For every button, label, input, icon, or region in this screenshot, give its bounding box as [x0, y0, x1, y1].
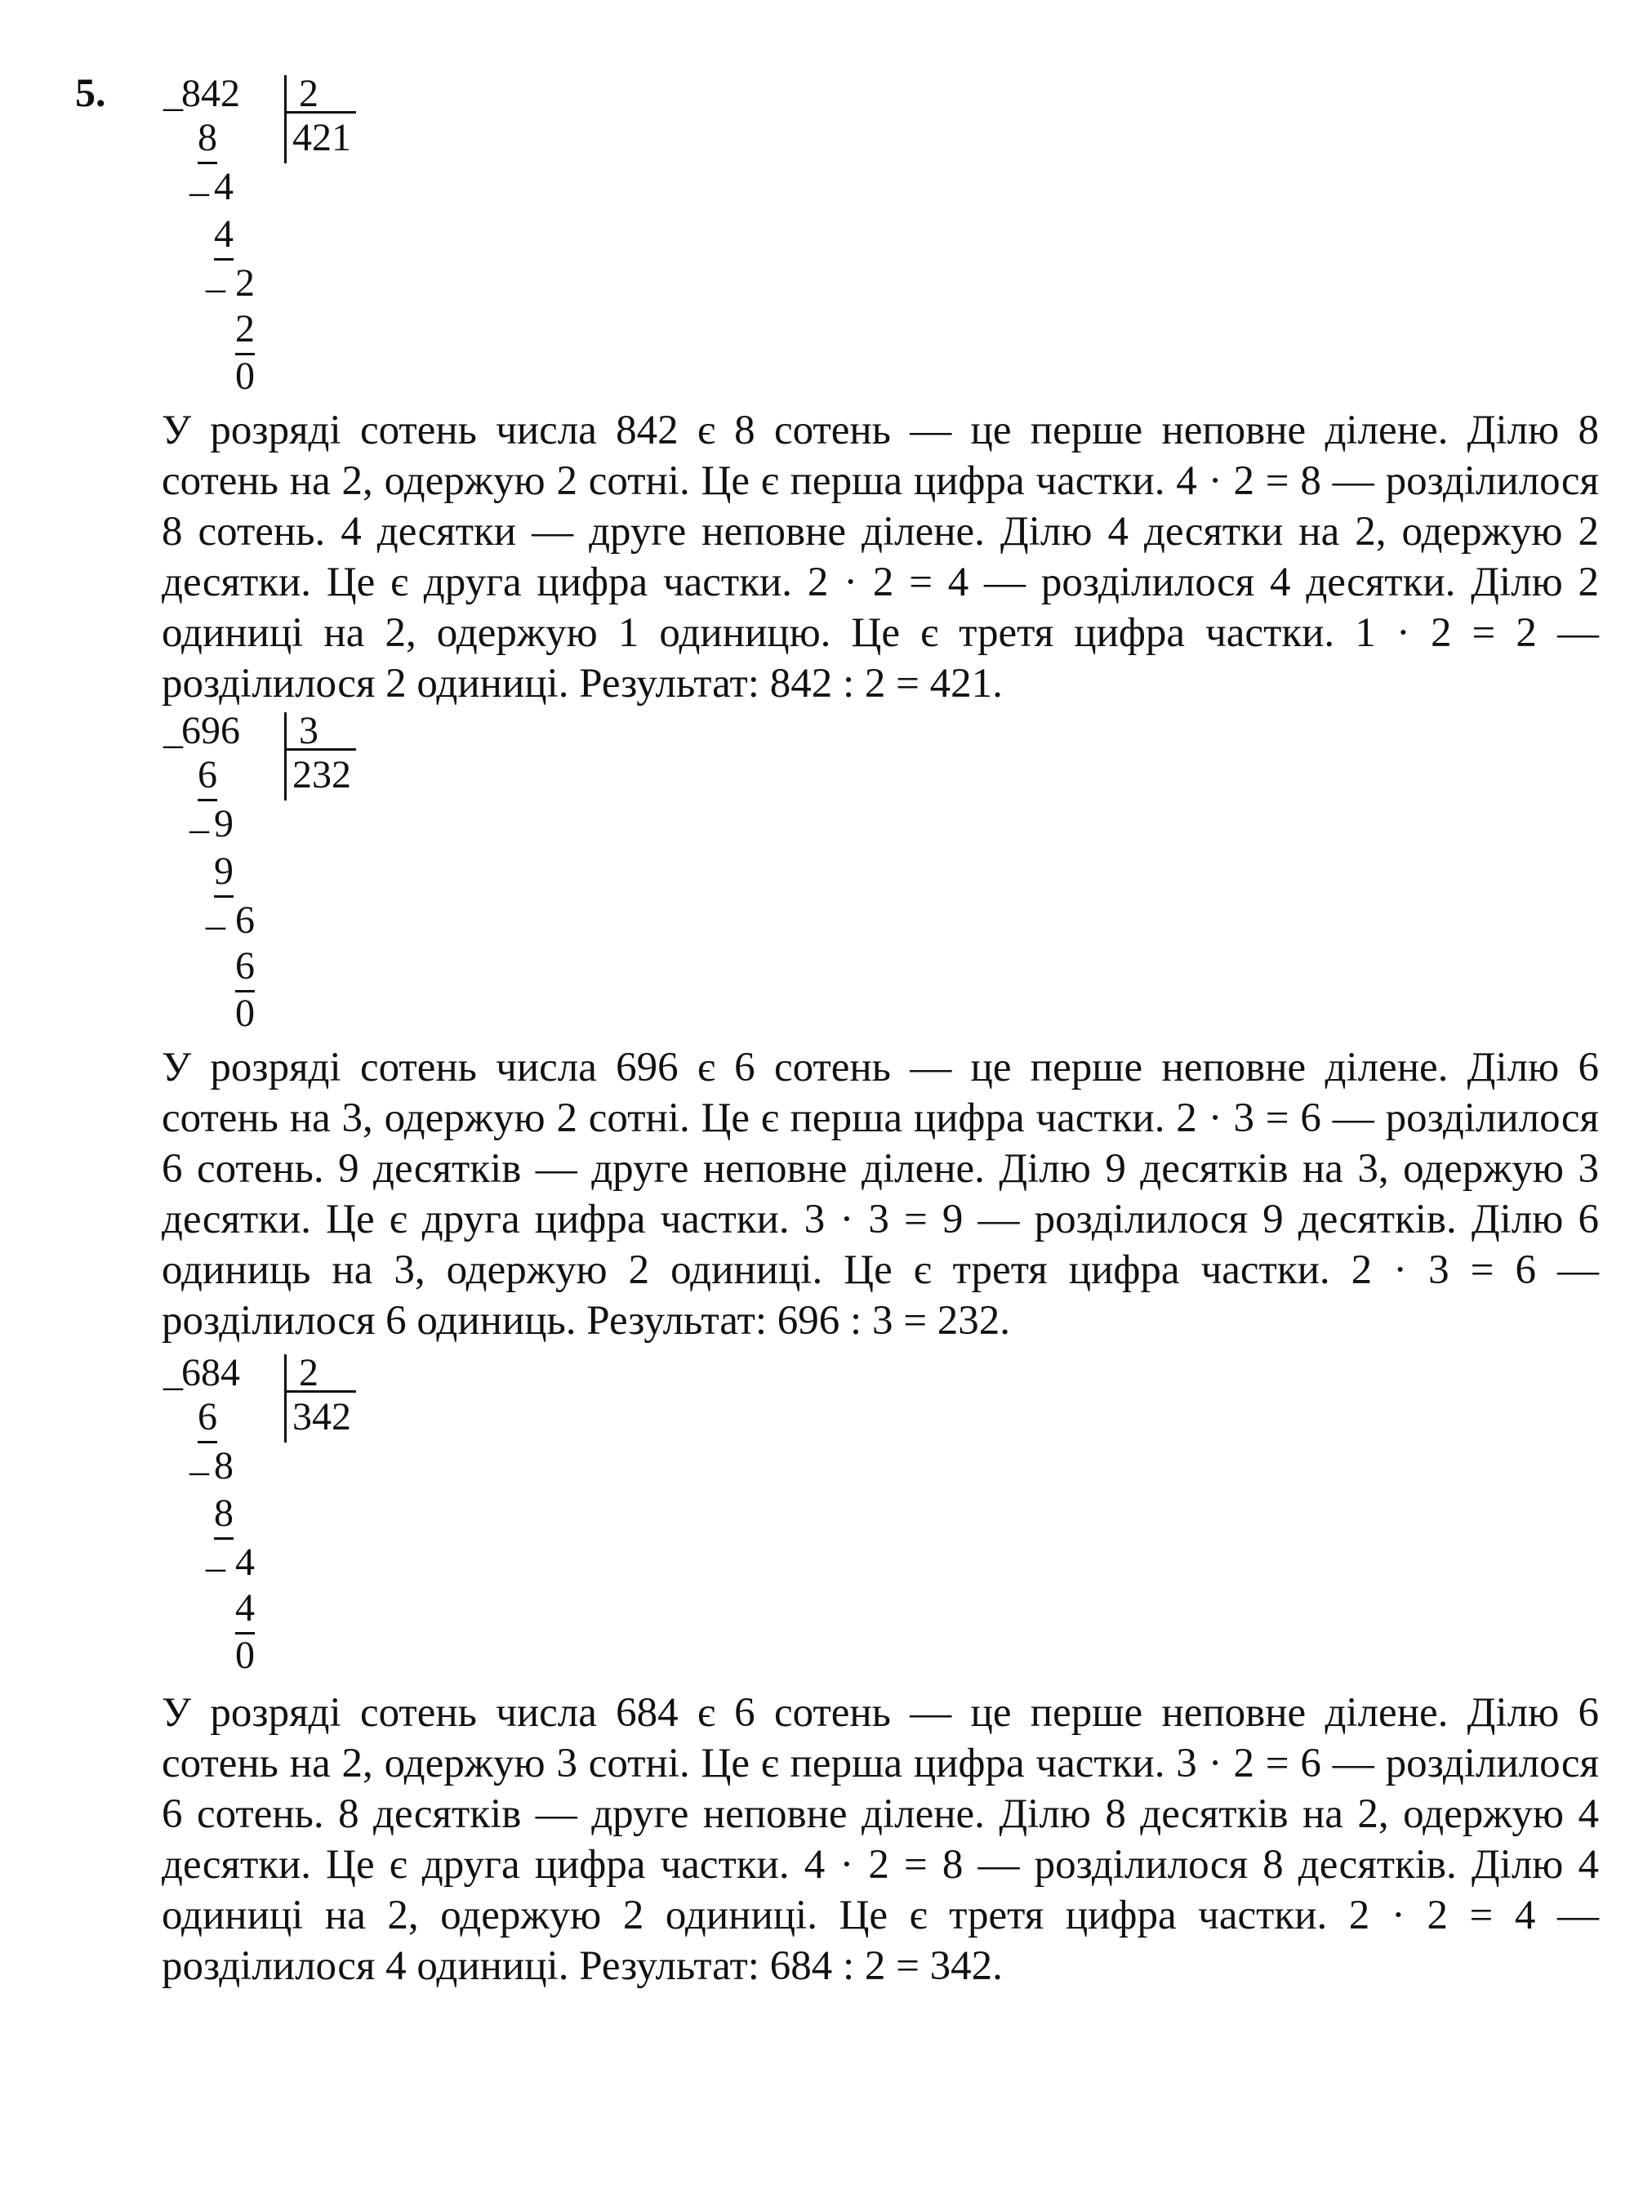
step-3: 9 [214, 848, 234, 898]
dividend: 842 [181, 72, 240, 115]
quotient: 232 [292, 753, 351, 796]
step-1: 6 [198, 751, 217, 801]
long-division-3 [163, 1349, 376, 1676]
divisor-underline [284, 1390, 356, 1393]
explanation-1: У розряді сотень числа 842 є 8 сотень — це перше неповне ділене. Ділю 8 сотень на 2, одержую 2 сотні. Це є перша цифра частки. 4 · 2 = 8 — розділилося 8 сотень. 4 десятки — друге неповне ділене. Ділю 4 десятки на 2, одержую 2 десятки. Це є друга цифра частки. 2 · 2 = 4 — розділилося 4 десятки. Ділю 2 одиниці на 2, одержую 1 одиницю. Це є третя цифра частки. 1 · 2 = 2 — розділилося 2 одиниці. Результат: 842 : 2 = 421. [162, 408, 1599, 707]
long-division-2 [163, 707, 376, 1034]
minus-sign: _ [206, 253, 225, 297]
step-5: 4 [235, 1585, 255, 1634]
minus-sign: _ [189, 794, 209, 837]
step-3: 4 [214, 211, 234, 261]
step-6: 0 [235, 1634, 255, 1677]
minus-sign: _ [163, 1351, 183, 1394]
divisor: 2 [299, 1351, 318, 1394]
division-bar [284, 712, 287, 801]
divisor: 2 [299, 72, 318, 115]
minus-sign: _ [206, 1532, 225, 1576]
divisor-underline [284, 111, 356, 114]
quotient: 342 [292, 1395, 351, 1438]
divisor-underline [284, 748, 356, 751]
step-1: 8 [198, 114, 217, 164]
division-bar [284, 75, 287, 163]
long-division-1 [163, 70, 376, 397]
dividend: 696 [181, 709, 240, 752]
step-2: 9 [214, 802, 234, 845]
minus-sign: _ [189, 157, 209, 200]
step-3: 8 [214, 1490, 234, 1540]
step-6: 0 [235, 992, 255, 1035]
task-number: 5. [75, 69, 106, 115]
step-2: 8 [214, 1444, 234, 1487]
quotient: 421 [292, 116, 351, 159]
minus-sign: _ [189, 1436, 209, 1479]
step-1: 6 [198, 1394, 217, 1443]
minus-sign: _ [163, 709, 183, 752]
step-6: 0 [235, 355, 255, 398]
step-2: 4 [214, 165, 234, 208]
step-4: 6 [235, 899, 255, 942]
step-4: 4 [235, 1541, 255, 1584]
division-bar [284, 1354, 287, 1443]
divisor: 3 [299, 709, 318, 752]
explanation-2: У розряді сотень числа 696 є 6 сотень — це перше неповне ділене. Ділю 6 сотень на 3, одержую 2 сотні. Це є перша цифра частки. 2 · 3 = 6 — розділилося 6 сотень. 9 десятків — друге неповне ділене. Ділю 9 десятків на 3, одержую 3 десятки. Це є друга цифра частки. 3 · 3 = 9 — розділилося 9 десятків. Ділю 6 одиниць на 3, одержую 2 одиниці. Це є третя цифра частки. 2 · 3 = 6 — розділилося 6 одиниць. Результат: 696 : 3 = 232. [162, 1045, 1599, 1344]
explanation-3: У розряді сотень числа 684 є 6 сотень — це перше неповне ділене. Ділю 6 сотень на 2, одержую 3 сотні. Це є перша цифра частки. 3 · 2 = 6 — розділилося 6 сотень. 8 десятків — друге неповне ділене. Ділю 8 десятків на 2, одержую 4 десятки. Це є друга цифра частки. 4 · 2 = 8 — розділилося 8 десятків. Ділю 4 одиниці на 2, одержую 2 одиниці. Це є третя цифра частки. 2 · 2 = 4 — розділилося 4 одиниці. Результат: 684 : 2 = 342. [162, 1690, 1599, 1989]
step-4: 2 [235, 261, 255, 305]
minus-sign: _ [163, 72, 183, 115]
minus-sign: _ [206, 890, 225, 934]
dividend: 684 [181, 1351, 240, 1394]
step-5: 6 [235, 943, 255, 992]
step-5: 2 [235, 305, 255, 355]
